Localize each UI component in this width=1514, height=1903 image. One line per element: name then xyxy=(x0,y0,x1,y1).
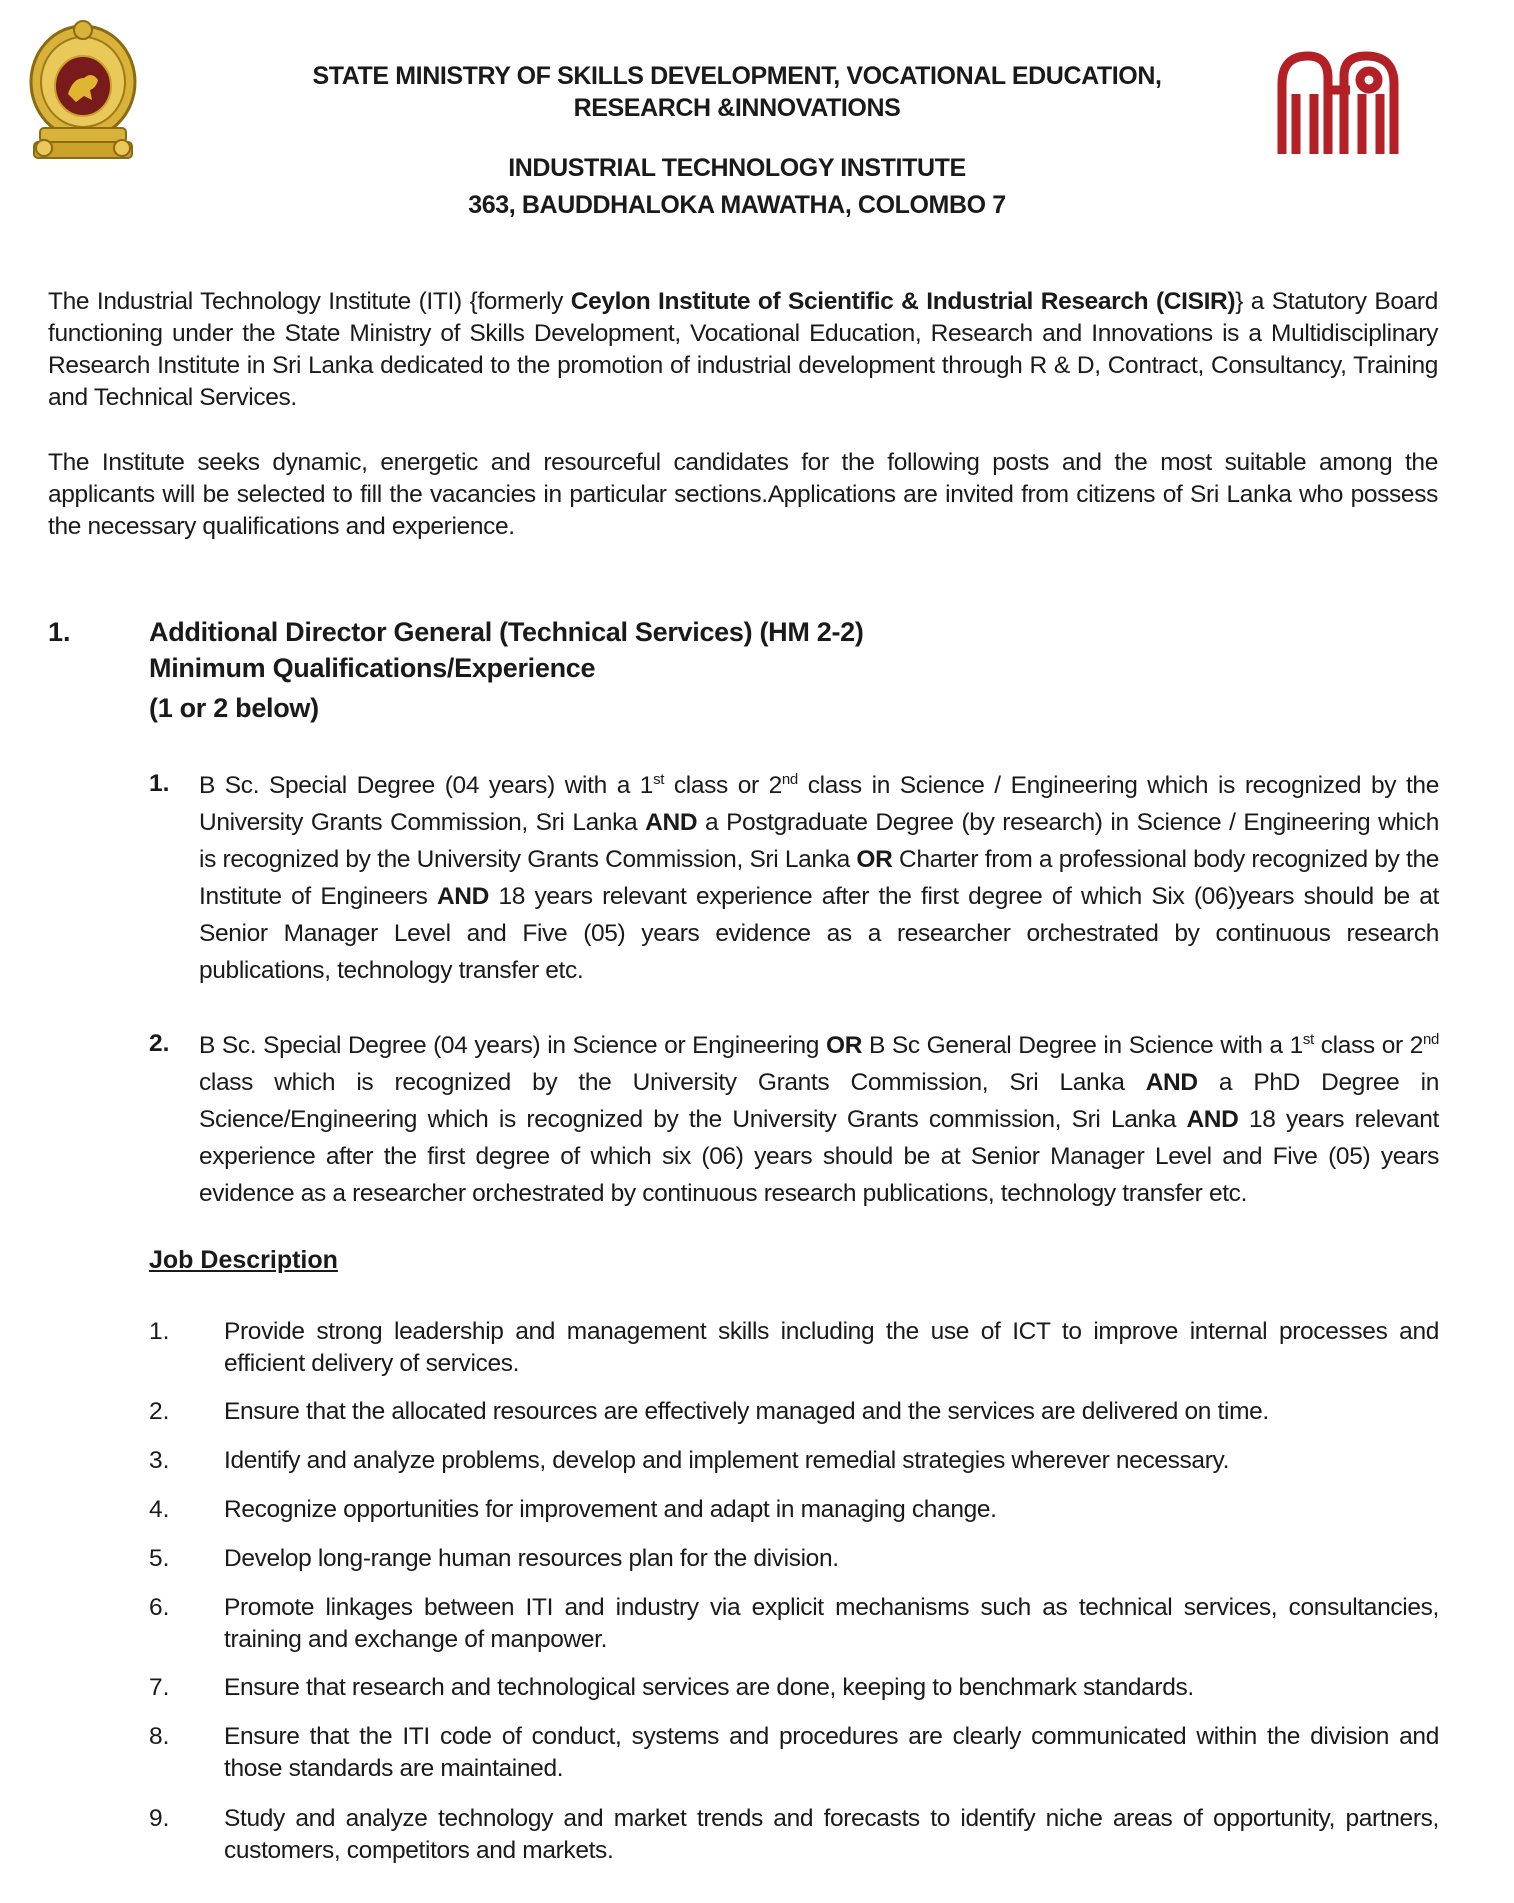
list-item: Develop long-range human resources plan for the division. xyxy=(224,1545,839,1572)
list-item: Recognize opportunities for improvement and adapt in managing change. xyxy=(224,1496,997,1523)
intro-paragraph-1 xyxy=(48,286,1438,414)
list-item: Ensure that research and technological services are done, keeping to benchmark standards. xyxy=(224,1674,1194,1701)
conjunction: AND xyxy=(436,883,489,910)
list-item: Ensure that the allocated resources are effectively managed and the services are delivered on time. xyxy=(224,1398,1269,1425)
list-item-number: 9. xyxy=(149,1805,170,1832)
qualification-text: class or 2 xyxy=(664,772,782,799)
qualification-text: B Sc. Special Degree (04 years) with a 1 xyxy=(199,772,654,799)
qualification-text: class or 2 xyxy=(1313,1032,1423,1059)
qualification-text: B Sc General Degree in Science with a 1 xyxy=(862,1032,1303,1059)
conjunction: AND xyxy=(1186,1106,1239,1133)
conjunction: OR xyxy=(825,1032,863,1059)
ordinal-suffix: st xyxy=(1302,1030,1314,1048)
institute-name: INDUSTRIAL TECHNOLOGY INSTITUTE xyxy=(508,154,966,182)
qualification-option-1 xyxy=(199,767,1439,989)
list-item-number: 5. xyxy=(149,1545,170,1572)
qualifications-note: (1 or 2 below) xyxy=(149,693,319,723)
ministry-name-line2: RESEARCH &INNOVATIONS xyxy=(573,94,901,122)
qualifications-heading: Minimum Qualifications/Experience xyxy=(149,653,596,683)
post-title: Additional Director General (Technical Services) (HM 2-2) xyxy=(149,617,864,647)
ministry-name-line1: STATE MINISTRY OF SKILLS DEVELOPMENT, VOCATIONAL EDUCATION, xyxy=(312,62,1162,90)
intro-former-name: Ceylon Institute of Scientific & Industrial Research (CISIR) xyxy=(570,288,1236,315)
institute-address: 363, BAUDDHALOKA MAWATHA, COLOMBO 7 xyxy=(468,191,1006,219)
list-item-number: 2. xyxy=(149,1398,170,1425)
list-item-number: 7. xyxy=(149,1674,170,1701)
qualification-text: 18 years relevant experience after the first degree of which Six (06)years should be at Senior Manager Level and Five (05) years evidence as a researcher orchestrated by continuous research publications, technology transfer etc. xyxy=(199,883,1439,984)
qualification-text: class in Science / Engineering which is recognized by the University Grants Commission, Sri Lanka xyxy=(199,772,1439,836)
section-number: 1. xyxy=(48,617,71,647)
list-item-number: 6. xyxy=(149,1594,170,1621)
list-item: Provide strong leadership and management skills including the use of ICT to improve internal processes and efficient delivery of services. xyxy=(224,1318,1439,1377)
list-item: Study and analyze technology and market trends and forecasts to identify niche areas of opportunity, partners, customers, competitors and markets. xyxy=(224,1805,1439,1864)
conjunction: OR xyxy=(856,846,893,873)
list-item: Ensure that the ITI code of conduct, systems and procedures are clearly communicated within the division and those standards are maintained. xyxy=(224,1723,1439,1782)
list-item-number: 4. xyxy=(149,1496,170,1523)
intro-text: } a Statutory Board functioning under the State Ministry of Skills Development, Vocational Education, Research and Innovations is a Multidisciplinary Research Institute in Sri Lanka dedicated to the promotion of industrial development through R & D, Contract, Consultancy, Training and Technical Services. xyxy=(48,288,1438,411)
qualification-text: B Sc. Special Degree (04 years) in Science or Engineering xyxy=(199,1032,826,1059)
list-item-number: 3. xyxy=(149,1447,170,1474)
list-item: Promote linkages between ITI and industry via explicit mechanisms such as technical services, consultancies, training and exchange of manpower. xyxy=(224,1594,1439,1653)
job-description-heading: Job Description xyxy=(149,1246,338,1274)
qualification-number: 2. xyxy=(149,1030,170,1057)
qualification-text: a PhD Degree in Science/Engineering which is recognized by the University Grants commission, Sri Lanka xyxy=(199,1069,1439,1133)
conjunction: AND xyxy=(645,809,698,836)
list-item: Identify and analyze problems, develop and implement remedial strategies wherever necessary. xyxy=(224,1447,1230,1474)
conjunction: AND xyxy=(1145,1069,1198,1096)
qualification-option-2 xyxy=(199,1027,1439,1212)
qualification-text: a Postgraduate Degree (by research) in Science / Engineering which is recognized by the University Grants Commission, Sri Lanka xyxy=(199,809,1439,873)
ordinal-suffix: nd xyxy=(781,770,798,788)
qualification-number: 1. xyxy=(149,770,170,797)
qualification-text: 18 years relevant experience after the first degree of which six (06) years should be at Senior Manager Level and Five (05) years evidence as a researcher orchestrated by continuous research publications, technology transfer etc. xyxy=(199,1106,1439,1207)
ordinal-suffix: nd xyxy=(1423,1030,1439,1048)
list-item-number: 8. xyxy=(149,1723,170,1750)
intro-text: The Industrial Technology Institute (ITI) {formerly xyxy=(48,288,571,315)
ordinal-suffix: st xyxy=(653,770,665,788)
list-item-number: 1. xyxy=(149,1318,170,1345)
intro-paragraph-2: The Institute seeks dynamic, energetic and resourceful candidates for the following posts and the most suitable among the applicants will be selected to fill the vacancies in particular sections.Applications are invited from citizens of Sri Lanka who possess the necessary qualifications and experience. xyxy=(48,449,1438,540)
qualification-text: Charter from a professional body recognized by the Institute of Engineers xyxy=(199,846,1439,910)
qualification-text: class which is recognized by the University Grants Commission, Sri Lanka xyxy=(199,1069,1146,1096)
